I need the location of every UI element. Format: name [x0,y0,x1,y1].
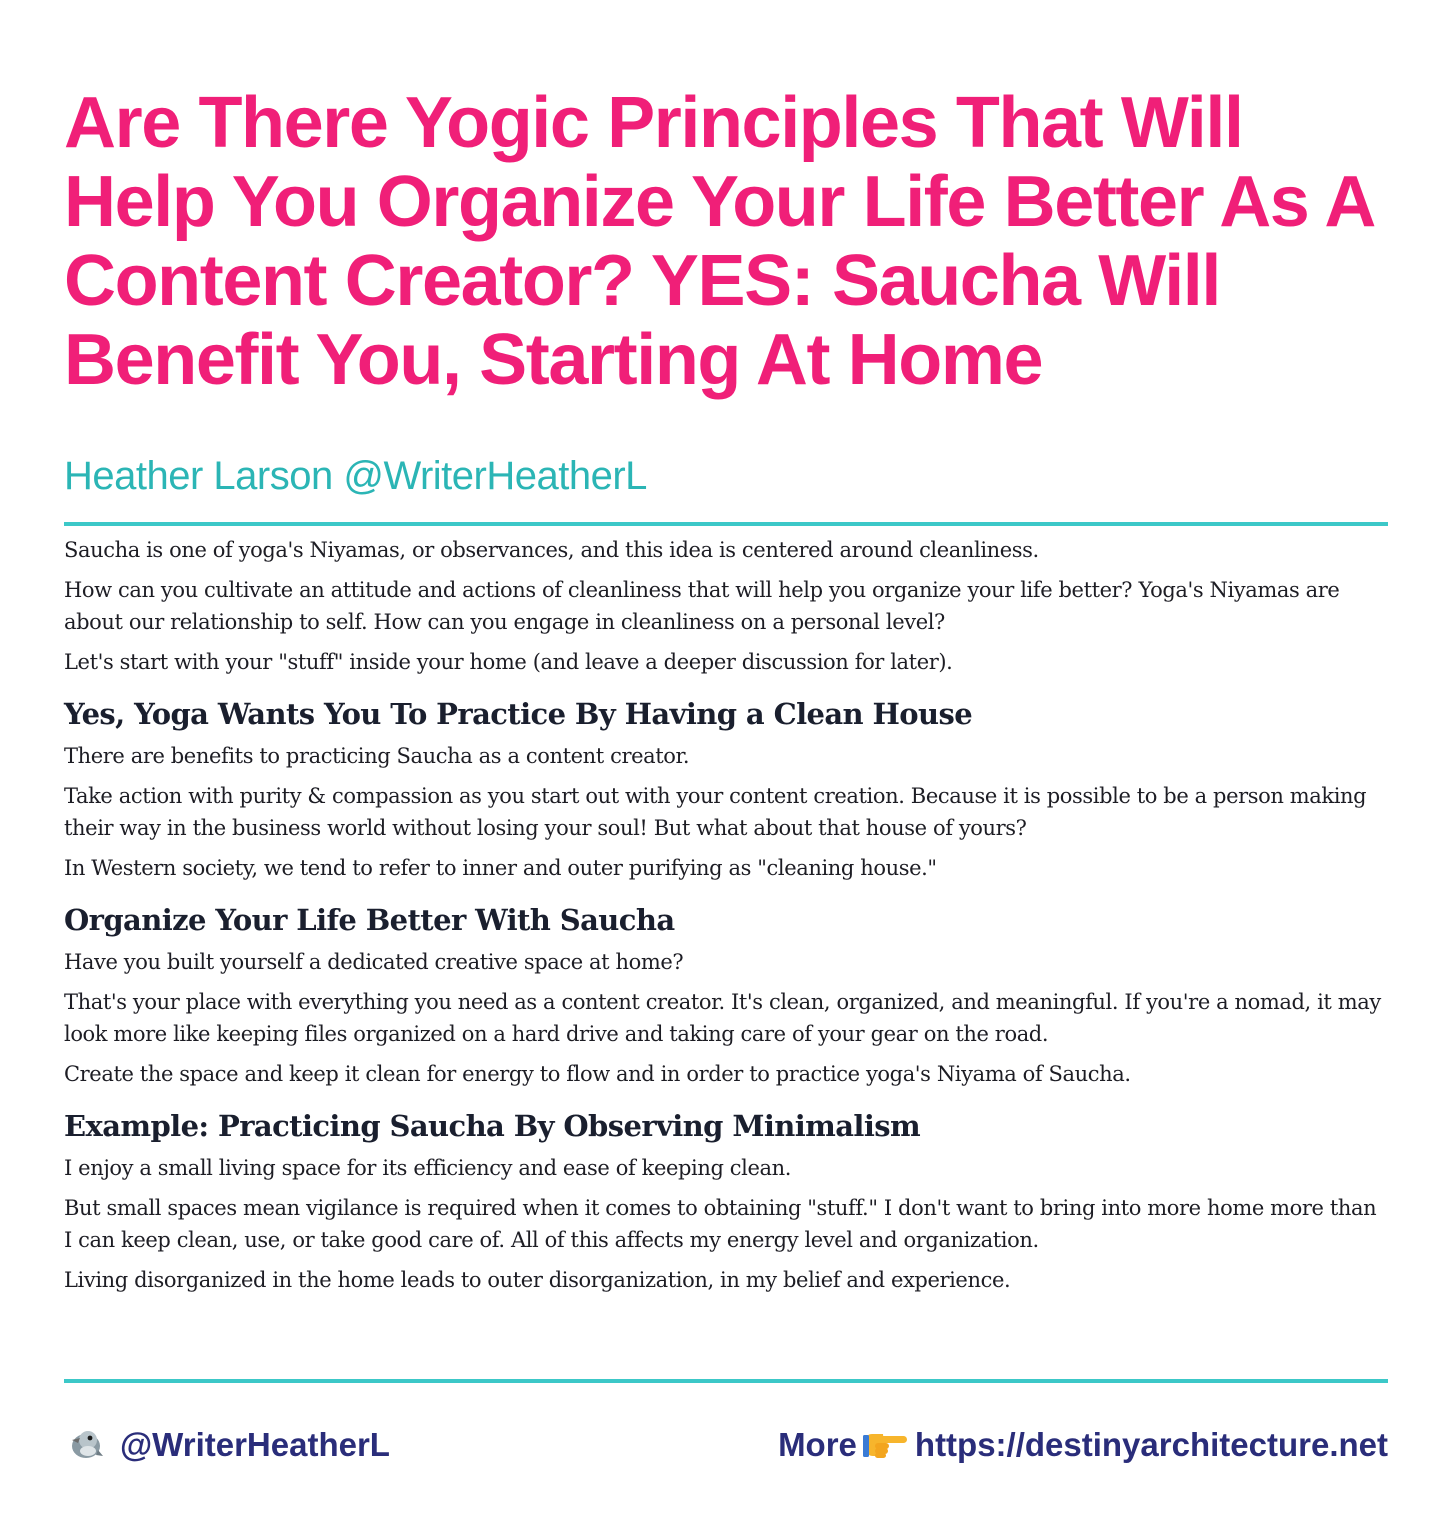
section-paragraph: There are benefits to practicing Saucha as a content creator. [64,744,690,768]
article-body [64,534,1388,1304]
footer-handle-group [64,1420,390,1470]
intro-paragraph: Saucha is one of yoga's Niyamas, or observances, and this idea is centered around cleanliness. [64,538,1039,562]
section-paragraph: In Western society, we tend to refer to inner and outer purifying as "cleaning house." [64,856,937,880]
section-heading: Yes, Yoga Wants You To Practice By Having a Clean House [64,697,973,731]
author-byline: Heather Larson @WriterHeatherL [64,454,647,498]
footer [64,1420,1388,1470]
section-paragraph: Take action with purity & compassion as you start out with your content creation. Because it is possible to be a person making their way in the business world without losing your soul! But what about that house of yours? [64,784,1367,840]
intro-paragraph: How can you cultivate an attitude and actions of cleanliness that will help you organize your life better? Yoga's Niyamas are about our relationship to self. How can you engage in cleanliness on a personal level? [64,578,1340,634]
pointing-hand-icon [863,1426,909,1462]
section-paragraph: Have you built yourself a dedicated creative space at home? [64,950,684,974]
bird-icon [64,1424,104,1464]
footer-handle[interactable]: @WriterHeatherL [120,1426,390,1463]
section-heading: Organize Your Life Better With Saucha [64,903,675,937]
more-label: More [778,1426,857,1463]
section-paragraph: That's your place with everything you need as a content creator. It's clean, organized, and meaningful. If you're a nomad, it may look more like keeping files organized on a hard drive and taking care of your gear on the road. [64,990,1381,1046]
section-paragraph: I enjoy a small living space for its efficiency and ease of keeping clean. [64,1156,792,1180]
footer-more-group [778,1420,1388,1470]
section-paragraph: Create the space and keep it clean for energy to flow and in order to practice yoga's Niyama of Saucha. [64,1062,1131,1086]
article-title: Are There Yogic Principles That Will Help You Organize Your Life Better As A Content Creator? YES: Saucha Will Benefit You, Starting At Home [64,83,1373,400]
top-divider [64,522,1388,526]
section-heading: Example: Practicing Saucha By Observing Minimalism [64,1109,921,1143]
section-paragraph: Living disorganized in the home leads to outer disorganization, in my belief and experience. [64,1268,1011,1292]
intro-paragraph: Let's start with your "stuff" inside your home (and leave a deeper discussion for later). [64,650,953,674]
bottom-divider [64,1379,1388,1383]
website-link[interactable]: https://destinyarchitecture.net [914,1426,1388,1463]
section-paragraph: But small spaces mean vigilance is required when it comes to obtaining "stuff." I don't want to bring into more home more than I can keep clean, use, or take good care of. All of this affects my energy level and organization. [64,1196,1377,1252]
